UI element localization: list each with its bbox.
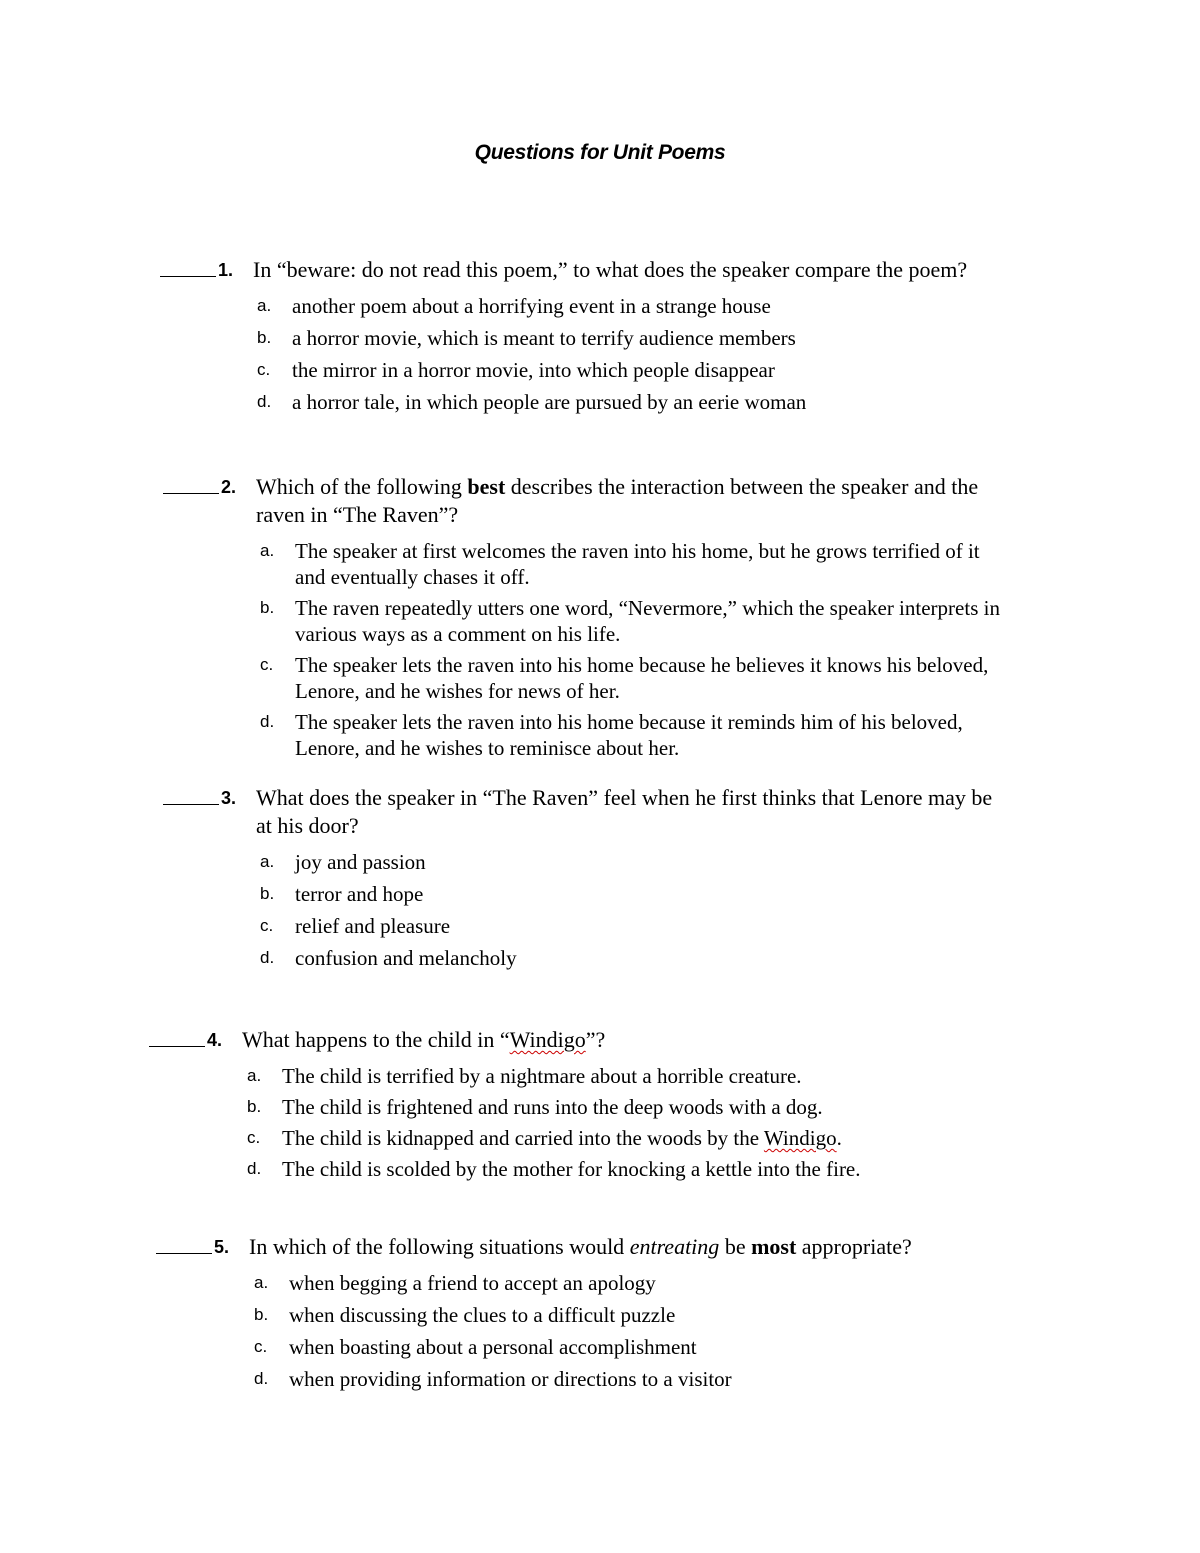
question-number: 4. xyxy=(207,1030,223,1050)
page-title: Questions for Unit Poems xyxy=(474,141,726,164)
option-d[interactable] xyxy=(254,1366,1006,1392)
option-letter: c. xyxy=(247,1128,261,1147)
option-letter: a. xyxy=(254,1273,269,1292)
option-letter: b. xyxy=(260,598,275,617)
option-letter: d. xyxy=(254,1369,269,1388)
option-text: terror and hope xyxy=(295,882,424,906)
option-text: The speaker at first welcomes the raven into his home, but he grows terrified of it and eventually chases it off. xyxy=(295,539,980,589)
answer-blank[interactable] xyxy=(156,1253,212,1254)
option-letter: d. xyxy=(247,1159,262,1178)
option-d[interactable] xyxy=(260,709,1003,761)
option-a[interactable] xyxy=(257,293,1000,319)
option-letter: b. xyxy=(257,328,272,347)
spellcheck-word: Windigo xyxy=(763,1126,837,1150)
option-d[interactable] xyxy=(247,1156,1009,1182)
option-a[interactable] xyxy=(260,538,1003,590)
option-letter: a. xyxy=(247,1066,262,1085)
option-c[interactable] xyxy=(260,652,1003,704)
option-text: The child is frightened and runs into the deep woods with a dog. xyxy=(282,1095,823,1119)
option-list xyxy=(149,1063,1009,1182)
option-b[interactable] xyxy=(257,325,1000,351)
answer-blank[interactable] xyxy=(160,276,216,277)
option-text: The speaker lets the raven into his home because he believes it knows his beloved, Lenore, and he wishes for news of her. xyxy=(295,653,989,703)
option-text: when begging a friend to accept an apology xyxy=(289,1271,656,1295)
option-letter: d. xyxy=(260,948,275,967)
option-c[interactable] xyxy=(254,1334,1006,1360)
option-letter: a. xyxy=(257,296,272,315)
question-number: 1. xyxy=(218,260,234,280)
option-d[interactable] xyxy=(257,389,1000,415)
option-text: another poem about a horrifying event in a strange house xyxy=(292,294,771,318)
answer-blank[interactable] xyxy=(149,1046,205,1047)
option-b[interactable] xyxy=(260,881,1003,907)
question-5 xyxy=(156,1233,1006,1392)
option-text: The child is terrified by a nightmare about a horrible creature. xyxy=(282,1064,802,1088)
question-number: 3. xyxy=(221,788,237,808)
option-a[interactable] xyxy=(247,1063,1009,1089)
option-c[interactable] xyxy=(257,357,1000,383)
option-letter: b. xyxy=(247,1097,262,1116)
question-2 xyxy=(163,473,1003,761)
question-1 xyxy=(160,256,1000,415)
option-text: relief and pleasure xyxy=(295,914,451,938)
option-text: The child is scolded by the mother for knocking a kettle into the fire. xyxy=(282,1157,861,1181)
option-list xyxy=(160,293,1000,415)
option-letter: a. xyxy=(260,541,275,560)
question-text: What happens to the child in “Windigo”? xyxy=(242,1027,606,1052)
option-a[interactable] xyxy=(254,1270,1006,1296)
option-c[interactable] xyxy=(260,913,1003,939)
option-letter: b. xyxy=(260,884,275,903)
option-letter: c. xyxy=(254,1337,268,1356)
question-4 xyxy=(149,1026,1009,1182)
answer-blank[interactable] xyxy=(163,493,219,494)
option-text: confusion and melancholy xyxy=(295,946,517,970)
option-text: the mirror in a horror movie, into which people disappear xyxy=(292,358,775,382)
option-list xyxy=(156,1270,1006,1392)
option-b[interactable] xyxy=(260,595,1003,647)
question-text: Which of the following best describes the interaction between the speaker and the raven in “The Raven”? xyxy=(256,474,979,527)
option-text: The speaker lets the raven into his home because it reminds him of his beloved, Lenore, and he wishes to reminisce about her. xyxy=(295,710,963,760)
option-letter: d. xyxy=(260,712,275,731)
question-number: 2. xyxy=(221,477,237,497)
option-list xyxy=(163,849,1003,971)
option-d[interactable] xyxy=(260,945,1003,971)
option-letter: c. xyxy=(260,655,274,674)
option-b[interactable] xyxy=(254,1302,1006,1328)
option-text: when providing information or directions to a visitor xyxy=(289,1367,732,1391)
option-text: a horror movie, which is meant to terrify audience members xyxy=(292,326,796,350)
option-text: a horror tale, in which people are pursued by an eerie woman xyxy=(292,390,807,414)
option-list xyxy=(163,538,1003,761)
option-letter: a. xyxy=(260,852,275,871)
option-text: when discussing the clues to a difficult puzzle xyxy=(289,1303,676,1327)
question-3 xyxy=(163,784,1003,971)
spellcheck-word: Windigo xyxy=(509,1027,586,1052)
option-text: joy and passion xyxy=(295,850,426,874)
question-text: In which of the following situations would entreating be most appropriate? xyxy=(249,1234,912,1259)
option-letter: d. xyxy=(257,392,272,411)
question-number: 5. xyxy=(214,1237,230,1257)
option-text: The raven repeatedly utters one word, “Nevermore,” which the speaker interprets in various ways as a comment on his life. xyxy=(295,596,1000,646)
question-text: What does the speaker in “The Raven” feel when he first thinks that Lenore may be at his door? xyxy=(256,785,993,838)
question-text: In “beware: do not read this poem,” to what does the speaker compare the poem? xyxy=(253,257,968,282)
option-a[interactable] xyxy=(260,849,1003,875)
option-b[interactable] xyxy=(247,1094,1009,1120)
option-letter: c. xyxy=(260,916,274,935)
option-letter: c. xyxy=(257,360,271,379)
option-c[interactable] xyxy=(247,1125,1009,1151)
option-letter: b. xyxy=(254,1305,269,1324)
answer-blank[interactable] xyxy=(163,804,219,805)
option-text: The child is kidnapped and carried into the woods by the Windigo. xyxy=(282,1126,842,1150)
option-text: when boasting about a personal accomplishment xyxy=(289,1335,697,1359)
